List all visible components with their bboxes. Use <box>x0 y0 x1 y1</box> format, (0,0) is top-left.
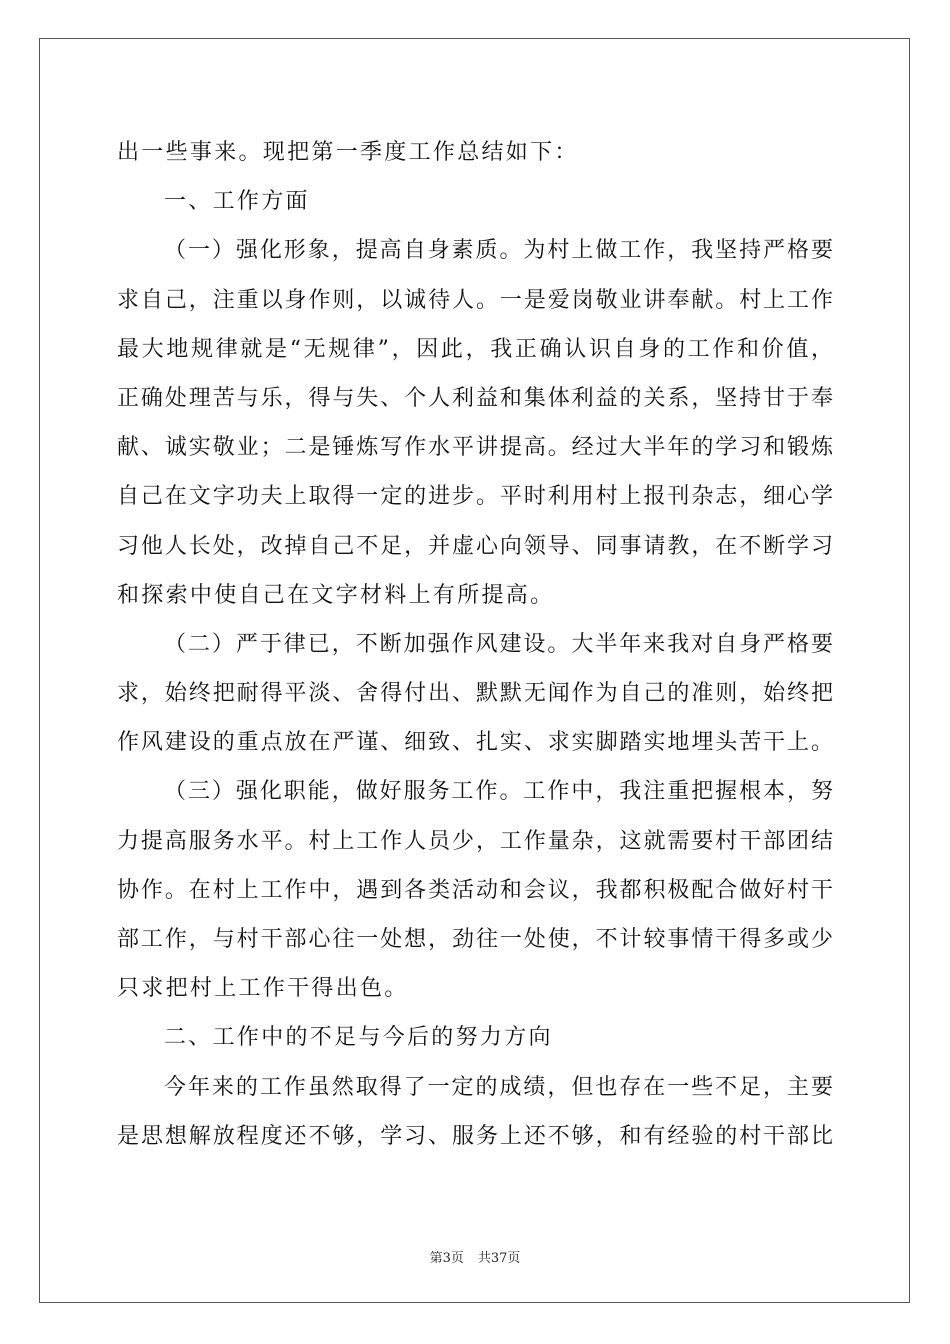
text-line: 和探索中使自己在文字材料上有所提高。 <box>117 582 555 608</box>
text-line: 出一些事来。现把第一季度工作总结如下： <box>117 140 579 165</box>
text-line: 正确处理苦与乐，得与失、个人利益和集体利益的关系，坚持甘于奉 <box>117 385 833 411</box>
text-line: 是思想解放程度还不够，学习、服务上还不够，和有经验的村干部比 <box>117 1123 833 1149</box>
text-line: 部工作，与村干部心往一处想，劲往一处使，不计较事情干得多或少 <box>117 927 833 952</box>
text-line: 献、诚实敬业；二是锤炼写作水平讲提高。经过大半年的学习和锻炼 <box>117 435 833 461</box>
section-heading: 二、工作中的不足与今后的努力方向 <box>164 1025 553 1051</box>
page-footer <box>0 1247 950 1266</box>
text-line: （二）严于律已，不断加强作风建设。大半年来我对自身严格要 <box>164 631 833 657</box>
text-line: 协作。在村上工作中，遇到各类活动和会议，我都积极配合做好村干 <box>117 877 833 903</box>
text-line: （一）强化形象，提高自身素质。为村上做工作，我坚持严格要 <box>164 238 833 264</box>
section-heading: 一、工作方面 <box>164 189 310 215</box>
text-line: 力提高服务水平。村上工作人员少，工作量杂，这就需要村干部团结 <box>117 828 833 854</box>
text-line: （三）强化职能，做好服务工作。工作中，我注重把握根本，努 <box>164 779 833 805</box>
text-line: 自己在文字功夫上取得一定的进步。平时利用村上报刊杂志，细心学 <box>117 484 833 510</box>
document-body <box>117 128 833 1161</box>
text-line: 作风建设的重点放在严谨、细致、扎实、求实脚踏实地埋头苦干上。 <box>117 730 833 756</box>
page-number: 第3页 <box>429 1251 464 1266</box>
text-line: 今年来的工作虽然取得了一定的成绩，但也存在一些不足，主要 <box>164 1074 833 1100</box>
text-line: 只求把村上工作干得出色。 <box>117 976 409 1002</box>
text-line: 习他人长处，改掉自己不足，并虚心向领导、同事请教，在不断学习 <box>117 533 833 559</box>
page-total: 共37页 <box>477 1251 521 1266</box>
text-line: 最大地规律就是“无规律”，因此，我正确认识自身的工作和价值， <box>117 336 833 362</box>
text-line: 求，始终把耐得平淡、舍得付出、默默无闻作为自己的准则，始终把 <box>117 681 833 707</box>
text-line: 求自己，注重以身作则，以诚待人。一是爱岗敬业讲奉献。村上工作 <box>117 287 833 313</box>
